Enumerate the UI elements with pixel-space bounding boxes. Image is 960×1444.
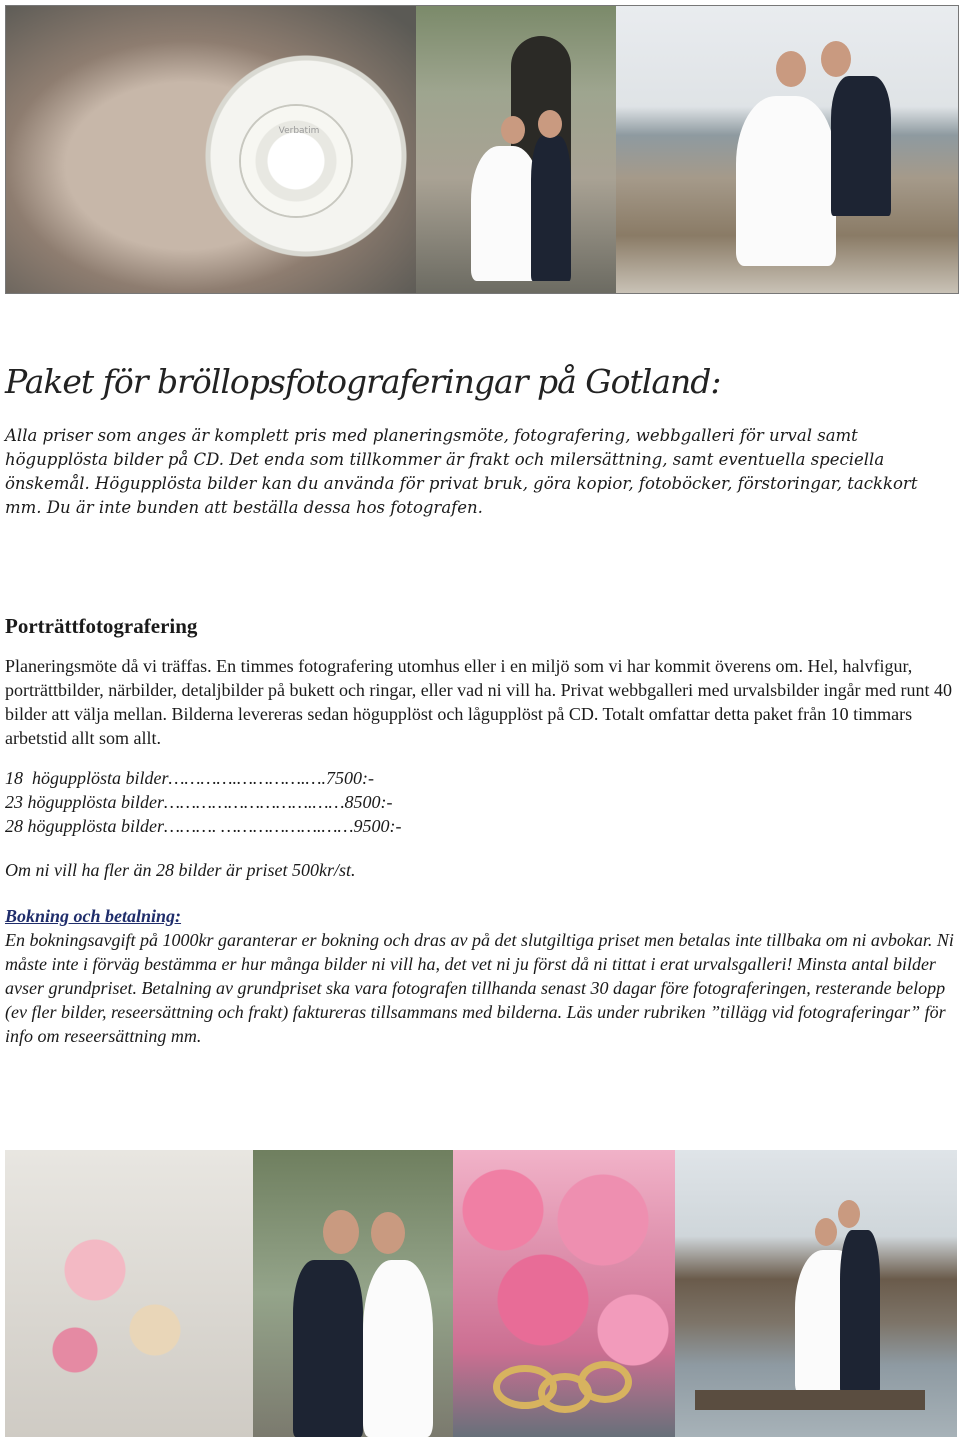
photo-couple-beach-kiss	[616, 6, 958, 293]
photo-couple-castle-ruin	[416, 6, 616, 293]
bride-head	[815, 1218, 837, 1246]
price-list	[5, 766, 955, 838]
groom-figure	[831, 76, 891, 216]
photo-cd-wedding-couple	[6, 6, 416, 293]
bride-head	[776, 51, 806, 87]
page-title: Paket för bröllopsfotograferingar på Gotland:	[5, 362, 721, 401]
photo-couple-embrace	[253, 1150, 453, 1437]
groom-figure	[531, 136, 571, 281]
section-title-portrait: Porträttfotografering	[5, 614, 198, 638]
ring-3	[578, 1361, 632, 1403]
intro-paragraph: Alla priser som anges är komplett pris med planeringsmöte, fotografering, webbgalleri för urval samt högupplösta bilder på CD. Det enda som tillkommer är frakt och milersättning, samt eventuella speciella önskemål. Högupplösta bilder kan du använda för privat bruk, göra kopior, fotoböcker, förstoringar, tackkort mm. Du är inte bunden att beställa dessa hos fotografen.	[5, 426, 918, 517]
top-photo-strip	[5, 5, 959, 294]
wedding-rings	[493, 1355, 643, 1415]
photo-bridal-bouquet	[5, 1150, 253, 1437]
price-line-18: 18 högupplösta bilder………….………….….7500:-	[5, 768, 375, 788]
photo-roses-and-rings	[453, 1150, 675, 1437]
bride-head	[501, 116, 525, 144]
photo-couple-fishing-dock	[675, 1150, 957, 1437]
main-content	[5, 360, 955, 1048]
groom-head	[838, 1200, 860, 1228]
groom-head	[323, 1210, 359, 1254]
bride-figure	[363, 1260, 433, 1437]
dock-platform	[695, 1390, 925, 1410]
bride-figure	[736, 96, 836, 266]
cd-hub	[241, 106, 351, 216]
portrait-description: Planeringsmöte då vi träffas. En timmes fotografering utomhus eller i en miljö som vi har kommit överens om. Hel, halvfigur, porträttbilder, närbilder, detaljbilder på bukett och ringar, eller vad ni vill ha. Privat webbgalleri med urvalsbilder ingår med runt 40 bilder att välja mellan. Bilderna levereras sedan högupplöst och lågupplöst på CD. Totalt omfattar detta paket från 10 timmars arbetstid allt som allt.	[5, 656, 953, 748]
price-line-23: 23 högupplösta bilder……………………….……8500:-	[5, 792, 393, 812]
bride-head	[371, 1212, 405, 1254]
groom-head	[821, 41, 851, 77]
booking-heading: Bokning och betalning:	[5, 906, 182, 926]
booking-description: En bokningsavgift på 1000kr garanterar er bokning och dras av på det slutgiltiga priset men betalas inte tillbaka om ni avbokar. Ni måste inte i förväg bestämma er hur många bilder ni vill ha, det vet ni ju först då ni tittat i erat urvalsgalleri! Minsta antal bilder avser grundpriset. Betalning av grundpriset ska vara fotografen tillhanda senast 30 dagar före fotograferingen, resterande belopp (ev fler bilder, reseersättning och frakt) faktureras tillsammans med bilderna. Läs under rubriken ”tillägg vid fotograferingar” för info om reseersättning mm.	[5, 930, 954, 1046]
groom-figure	[840, 1230, 880, 1395]
groom-head	[538, 110, 562, 138]
cd-brand-label: Verbatim	[278, 126, 320, 136]
groom-figure	[293, 1260, 363, 1437]
bottom-photo-strip	[5, 1150, 957, 1437]
extra-images-note: Om ni vill ha fler än 28 bilder är priset 500kr/st.	[5, 860, 356, 880]
price-line-28: 28 högupplösta bilder………. ……………….……9500:-	[5, 816, 402, 836]
